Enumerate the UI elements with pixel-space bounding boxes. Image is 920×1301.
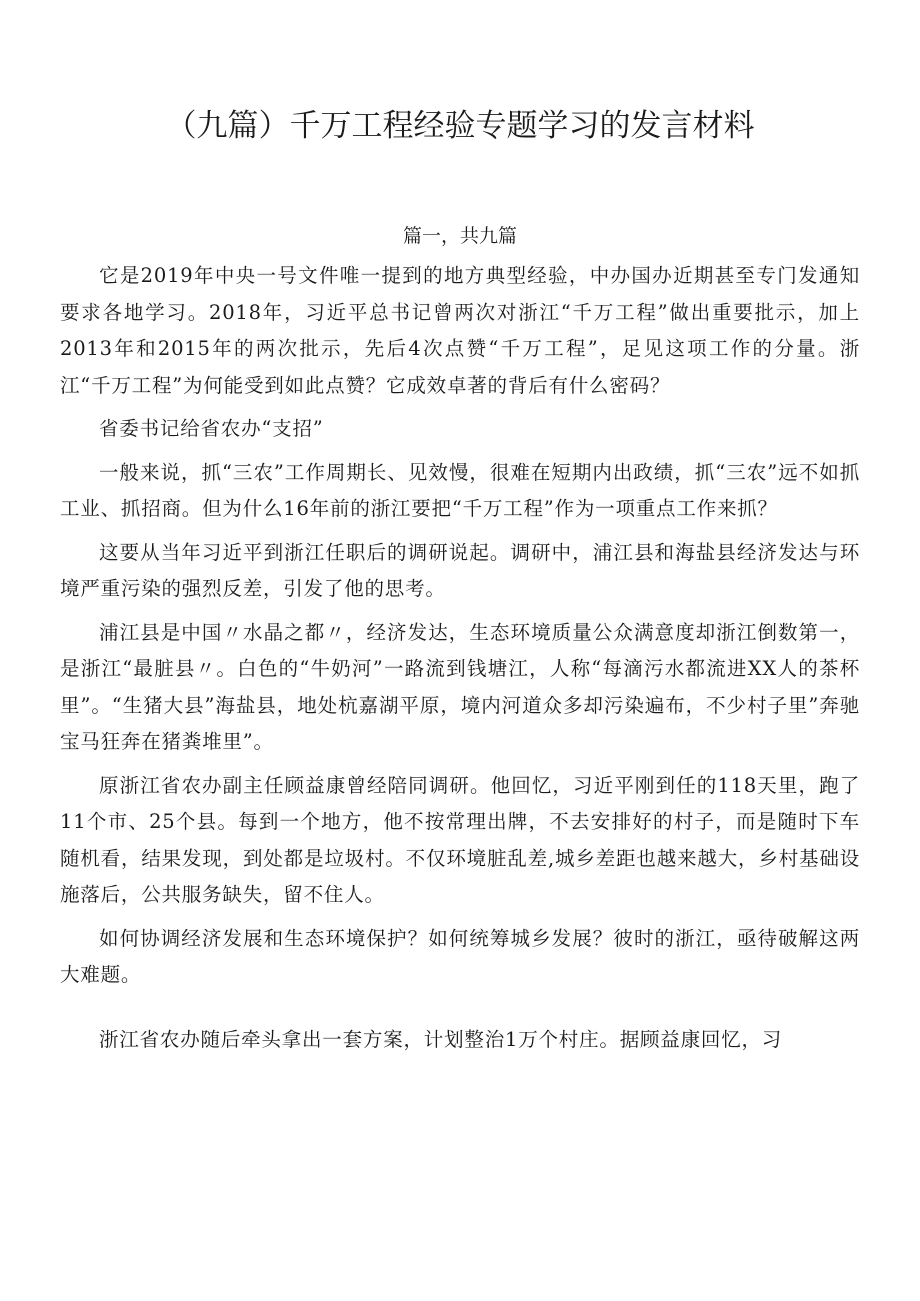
document-body bbox=[60, 258, 860, 1065]
section-heading: 篇一，共九篇 bbox=[402, 225, 517, 247]
paragraph: 浙江省农办随后牵头拿出一套方案，计划整治1万个村庄。据顾益康回忆，习 bbox=[99, 1027, 783, 1051]
paragraph: 这要从当年习近平到浙江任职后的调研说起。调研中，浦江县和海盐县经济发达与环境严重污染的强烈反差，引发了他的思考。 bbox=[60, 540, 860, 600]
document-title: （九篇）千万工程经验专题学习的发言材料 bbox=[165, 108, 755, 144]
paragraph: 浦江县是中国〃水晶之都〃，经济发达，生态环境质量公众满意度却浙江倒数第一，是浙江“最脏县〃。白色的“牛奶河”一路流到钱塘江，人称“每滴污水都流进XX人的茶杯里”。“生猪大县”海盐县，地处杭嘉湖平原，境内河道众多却污染遍布，不少村子里”奔驰宝马狂奔在猪粪堆里”。 bbox=[60, 620, 860, 753]
paragraph: 原浙江省农办副主任顾益康曾经陪同调研。他回忆，习近平刚到任的118天里，跑了11个市、25个县。每到一个地方，他不按常理出牌，不去安排好的村子，而是随时下车随机看，结果发现，到处都是垃圾村。不仅环境脏乱差,城乡差距也越来越大，乡村基础设施落后，公共服务缺失，留不住人。 bbox=[60, 773, 860, 906]
paragraph: 一般来说，抓“三农”工作周期长、见效慢，很难在短期内出政绩，抓“三农”远不如抓工业、抓招商。但为什么16年前的浙江要把“千万工程”作为一项重点工作来抓？ bbox=[60, 460, 860, 520]
paragraph: 它是2019年中央一号文件唯一提到的地方典型经验，中办国办近期甚至专门发通知要求各地学习。2018年，习近平总书记曾两次对浙江“千万工程”做出重要批示，加上2013年和2015年的两次批示，先后4次点赞“千万工程”，足见这项工作的分量。浙江“千万工程”为何能受到如此点赞？它成效卓著的背后有什么密码？ bbox=[60, 264, 860, 397]
paragraph: 如何协调经济发展和生态环境保护？如何统筹城乡发展？彼时的浙江，亟待破解这两大难题。 bbox=[60, 926, 860, 986]
subheading-paragraph: 省委书记给省农办“支招” bbox=[99, 417, 324, 440]
